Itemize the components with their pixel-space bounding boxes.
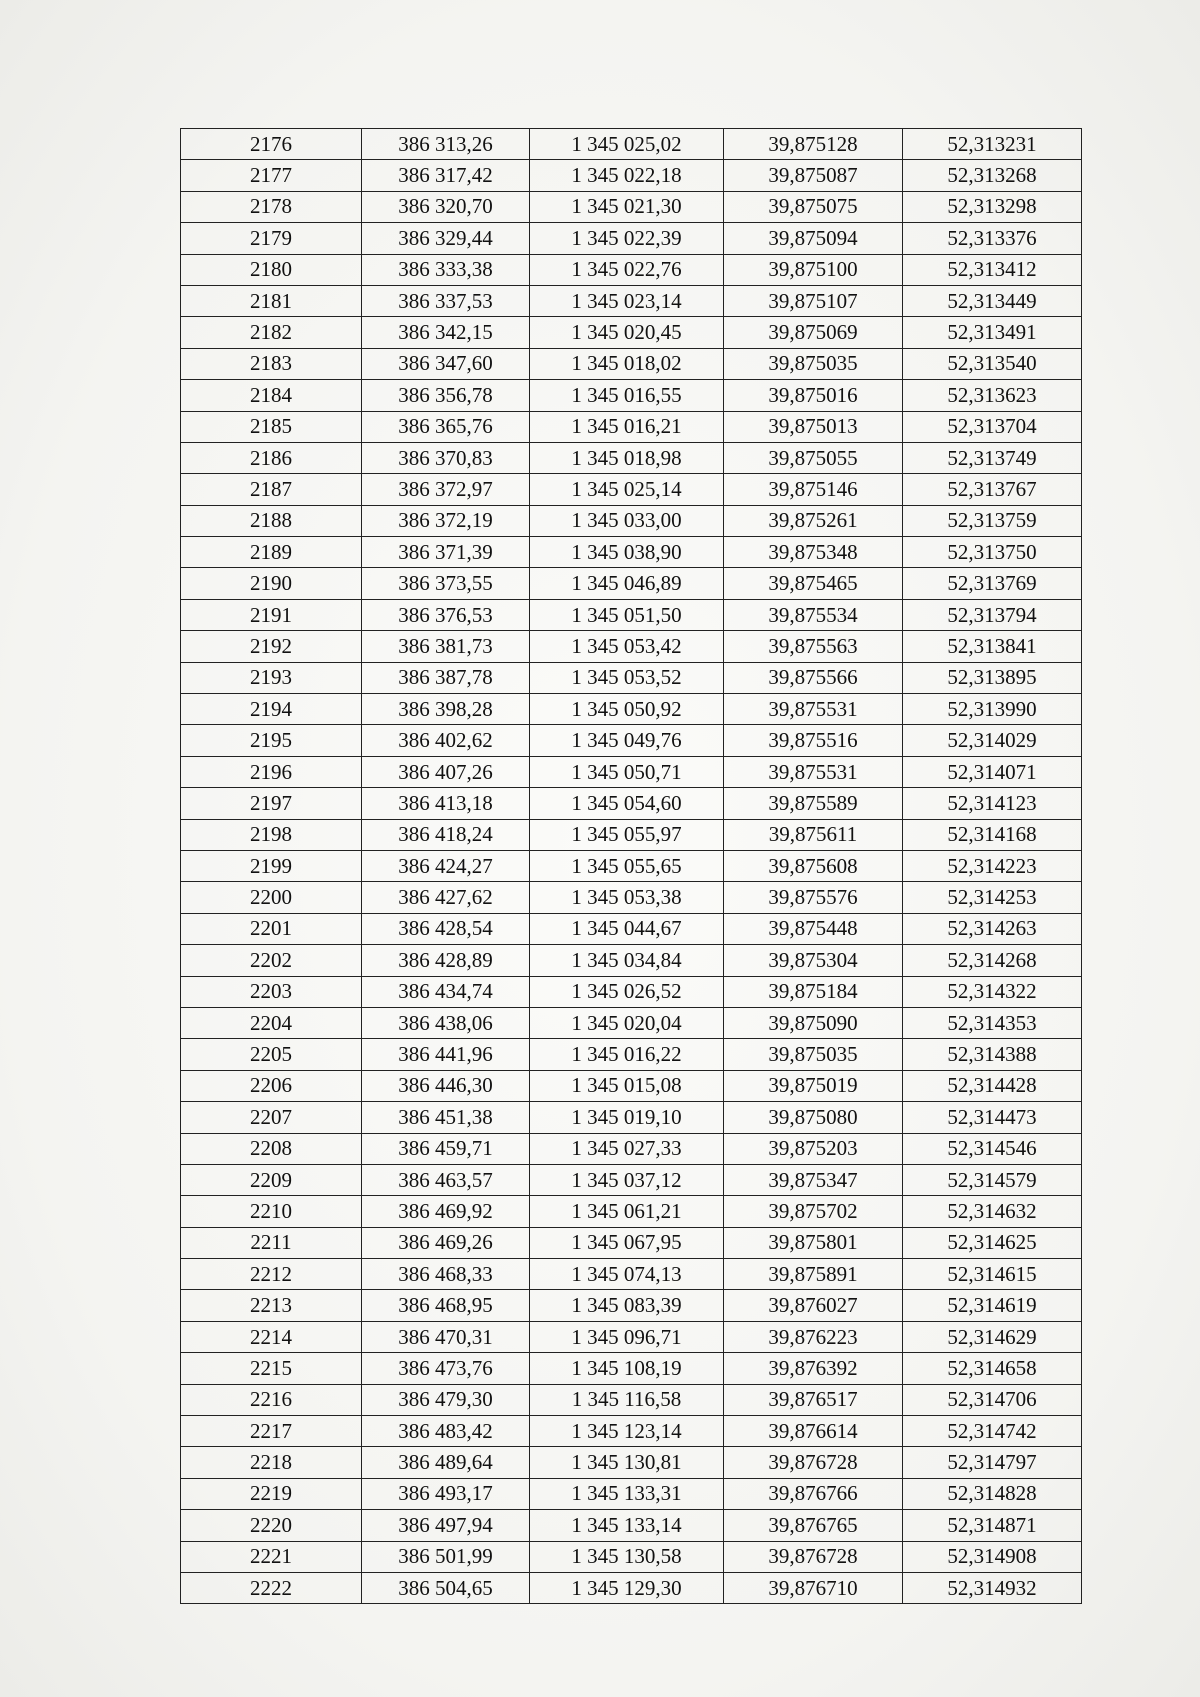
y-coordinate-cell: 1 345 053,42 xyxy=(530,631,724,662)
coordinates-table xyxy=(180,128,1082,1604)
point-number-cell: 2222 xyxy=(181,1572,362,1603)
y-coordinate-cell: 1 345 050,71 xyxy=(530,756,724,787)
latitude-cell: 52,314253 xyxy=(903,882,1082,913)
table-row xyxy=(181,1353,1082,1384)
table-row xyxy=(181,348,1082,379)
point-number-cell: 2203 xyxy=(181,976,362,1007)
longitude-cell: 39,875801 xyxy=(724,1227,903,1258)
table-row xyxy=(181,1227,1082,1258)
longitude-cell: 39,875611 xyxy=(724,819,903,850)
y-coordinate-cell: 1 345 027,33 xyxy=(530,1133,724,1164)
x-coordinate-cell: 386 317,42 xyxy=(362,160,530,191)
longitude-cell: 39,875016 xyxy=(724,380,903,411)
x-coordinate-cell: 386 489,64 xyxy=(362,1447,530,1478)
latitude-cell: 52,313298 xyxy=(903,191,1082,222)
x-coordinate-cell: 386 473,76 xyxy=(362,1353,530,1384)
y-coordinate-cell: 1 345 016,55 xyxy=(530,380,724,411)
y-coordinate-cell: 1 345 020,45 xyxy=(530,317,724,348)
latitude-cell: 52,314223 xyxy=(903,850,1082,881)
x-coordinate-cell: 386 370,83 xyxy=(362,442,530,473)
latitude-cell: 52,313704 xyxy=(903,411,1082,442)
latitude-cell: 52,313231 xyxy=(903,129,1082,160)
point-number-cell: 2194 xyxy=(181,694,362,725)
latitude-cell: 52,313990 xyxy=(903,694,1082,725)
table-row xyxy=(181,694,1082,725)
longitude-cell: 39,875035 xyxy=(724,1039,903,1070)
longitude-cell: 39,875069 xyxy=(724,317,903,348)
x-coordinate-cell: 386 501,99 xyxy=(362,1541,530,1572)
point-number-cell: 2204 xyxy=(181,1007,362,1038)
y-coordinate-cell: 1 345 054,60 xyxy=(530,788,724,819)
table-row xyxy=(181,599,1082,630)
point-number-cell: 2220 xyxy=(181,1510,362,1541)
x-coordinate-cell: 386 398,28 xyxy=(362,694,530,725)
longitude-cell: 39,876614 xyxy=(724,1416,903,1447)
longitude-cell: 39,875531 xyxy=(724,756,903,787)
y-coordinate-cell: 1 345 067,95 xyxy=(530,1227,724,1258)
latitude-cell: 52,313623 xyxy=(903,380,1082,411)
table-row xyxy=(181,380,1082,411)
point-number-cell: 2213 xyxy=(181,1290,362,1321)
longitude-cell: 39,875516 xyxy=(724,725,903,756)
latitude-cell: 52,313895 xyxy=(903,662,1082,693)
table-row xyxy=(181,1541,1082,1572)
x-coordinate-cell: 386 387,78 xyxy=(362,662,530,693)
latitude-cell: 52,314706 xyxy=(903,1384,1082,1415)
latitude-cell: 52,314932 xyxy=(903,1572,1082,1603)
y-coordinate-cell: 1 345 016,21 xyxy=(530,411,724,442)
y-coordinate-cell: 1 345 055,65 xyxy=(530,850,724,881)
latitude-cell: 52,314473 xyxy=(903,1102,1082,1133)
longitude-cell: 39,876392 xyxy=(724,1353,903,1384)
point-number-cell: 2183 xyxy=(181,348,362,379)
longitude-cell: 39,875448 xyxy=(724,913,903,944)
y-coordinate-cell: 1 345 130,81 xyxy=(530,1447,724,1478)
longitude-cell: 39,875080 xyxy=(724,1102,903,1133)
longitude-cell: 39,876027 xyxy=(724,1290,903,1321)
latitude-cell: 52,313759 xyxy=(903,505,1082,536)
y-coordinate-cell: 1 345 108,19 xyxy=(530,1353,724,1384)
table-row xyxy=(181,976,1082,1007)
y-coordinate-cell: 1 345 083,39 xyxy=(530,1290,724,1321)
x-coordinate-cell: 386 434,74 xyxy=(362,976,530,1007)
y-coordinate-cell: 1 345 053,38 xyxy=(530,882,724,913)
y-coordinate-cell: 1 345 025,14 xyxy=(530,474,724,505)
point-number-cell: 2202 xyxy=(181,945,362,976)
y-coordinate-cell: 1 345 123,14 xyxy=(530,1416,724,1447)
latitude-cell: 52,314619 xyxy=(903,1290,1082,1321)
longitude-cell: 39,875128 xyxy=(724,129,903,160)
y-coordinate-cell: 1 345 050,92 xyxy=(530,694,724,725)
table-row xyxy=(181,129,1082,160)
latitude-cell: 52,314658 xyxy=(903,1353,1082,1384)
x-coordinate-cell: 386 470,31 xyxy=(362,1321,530,1352)
x-coordinate-cell: 386 497,94 xyxy=(362,1510,530,1541)
x-coordinate-cell: 386 428,89 xyxy=(362,945,530,976)
y-coordinate-cell: 1 345 049,76 xyxy=(530,725,724,756)
latitude-cell: 52,313376 xyxy=(903,223,1082,254)
latitude-cell: 52,314629 xyxy=(903,1321,1082,1352)
x-coordinate-cell: 386 459,71 xyxy=(362,1133,530,1164)
y-coordinate-cell: 1 345 053,52 xyxy=(530,662,724,693)
longitude-cell: 39,875589 xyxy=(724,788,903,819)
point-number-cell: 2190 xyxy=(181,568,362,599)
latitude-cell: 52,313449 xyxy=(903,285,1082,316)
y-coordinate-cell: 1 345 020,04 xyxy=(530,1007,724,1038)
point-number-cell: 2209 xyxy=(181,1164,362,1195)
point-number-cell: 2206 xyxy=(181,1070,362,1101)
point-number-cell: 2186 xyxy=(181,442,362,473)
latitude-cell: 52,313841 xyxy=(903,631,1082,662)
x-coordinate-cell: 386 469,26 xyxy=(362,1227,530,1258)
x-coordinate-cell: 386 446,30 xyxy=(362,1070,530,1101)
y-coordinate-cell: 1 345 055,97 xyxy=(530,819,724,850)
latitude-cell: 52,313540 xyxy=(903,348,1082,379)
y-coordinate-cell: 1 345 015,08 xyxy=(530,1070,724,1101)
point-number-cell: 2216 xyxy=(181,1384,362,1415)
table-row xyxy=(181,1290,1082,1321)
longitude-cell: 39,876728 xyxy=(724,1447,903,1478)
y-coordinate-cell: 1 345 022,18 xyxy=(530,160,724,191)
point-number-cell: 2178 xyxy=(181,191,362,222)
longitude-cell: 39,875261 xyxy=(724,505,903,536)
table-row xyxy=(181,1039,1082,1070)
table-row xyxy=(181,850,1082,881)
latitude-cell: 52,314071 xyxy=(903,756,1082,787)
table-row xyxy=(181,1384,1082,1415)
table-row xyxy=(181,474,1082,505)
latitude-cell: 52,314428 xyxy=(903,1070,1082,1101)
point-number-cell: 2221 xyxy=(181,1541,362,1572)
latitude-cell: 52,313268 xyxy=(903,160,1082,191)
table-row xyxy=(181,913,1082,944)
point-number-cell: 2196 xyxy=(181,756,362,787)
point-number-cell: 2201 xyxy=(181,913,362,944)
longitude-cell: 39,875347 xyxy=(724,1164,903,1195)
point-number-cell: 2182 xyxy=(181,317,362,348)
latitude-cell: 52,314268 xyxy=(903,945,1082,976)
x-coordinate-cell: 386 504,65 xyxy=(362,1572,530,1603)
table-body xyxy=(181,129,1082,1604)
table-row xyxy=(181,505,1082,536)
longitude-cell: 39,876223 xyxy=(724,1321,903,1352)
latitude-cell: 52,313412 xyxy=(903,254,1082,285)
y-coordinate-cell: 1 345 044,67 xyxy=(530,913,724,944)
longitude-cell: 39,875075 xyxy=(724,191,903,222)
y-coordinate-cell: 1 345 019,10 xyxy=(530,1102,724,1133)
table-row xyxy=(181,756,1082,787)
table-row xyxy=(181,631,1082,662)
latitude-cell: 52,314615 xyxy=(903,1259,1082,1290)
y-coordinate-cell: 1 345 133,31 xyxy=(530,1478,724,1509)
table-row xyxy=(181,1259,1082,1290)
x-coordinate-cell: 386 356,78 xyxy=(362,380,530,411)
table-row xyxy=(181,223,1082,254)
table-row xyxy=(181,1164,1082,1195)
x-coordinate-cell: 386 413,18 xyxy=(362,788,530,819)
table-row xyxy=(181,1321,1082,1352)
latitude-cell: 52,314263 xyxy=(903,913,1082,944)
longitude-cell: 39,875563 xyxy=(724,631,903,662)
x-coordinate-cell: 386 418,24 xyxy=(362,819,530,850)
table-row xyxy=(181,442,1082,473)
point-number-cell: 2184 xyxy=(181,380,362,411)
y-coordinate-cell: 1 345 016,22 xyxy=(530,1039,724,1070)
latitude-cell: 52,314388 xyxy=(903,1039,1082,1070)
table-row xyxy=(181,725,1082,756)
y-coordinate-cell: 1 345 046,89 xyxy=(530,568,724,599)
table-row xyxy=(181,1447,1082,1478)
longitude-cell: 39,875087 xyxy=(724,160,903,191)
point-number-cell: 2191 xyxy=(181,599,362,630)
y-coordinate-cell: 1 345 129,30 xyxy=(530,1572,724,1603)
latitude-cell: 52,314742 xyxy=(903,1416,1082,1447)
x-coordinate-cell: 386 320,70 xyxy=(362,191,530,222)
x-coordinate-cell: 386 333,38 xyxy=(362,254,530,285)
longitude-cell: 39,875100 xyxy=(724,254,903,285)
y-coordinate-cell: 1 345 034,84 xyxy=(530,945,724,976)
longitude-cell: 39,875055 xyxy=(724,442,903,473)
longitude-cell: 39,875203 xyxy=(724,1133,903,1164)
longitude-cell: 39,875184 xyxy=(724,976,903,1007)
x-coordinate-cell: 386 402,62 xyxy=(362,725,530,756)
table-row xyxy=(181,1102,1082,1133)
x-coordinate-cell: 386 451,38 xyxy=(362,1102,530,1133)
y-coordinate-cell: 1 345 061,21 xyxy=(530,1196,724,1227)
point-number-cell: 2218 xyxy=(181,1447,362,1478)
x-coordinate-cell: 386 463,57 xyxy=(362,1164,530,1195)
latitude-cell: 52,313767 xyxy=(903,474,1082,505)
longitude-cell: 39,875531 xyxy=(724,694,903,725)
table-row xyxy=(181,537,1082,568)
longitude-cell: 39,875304 xyxy=(724,945,903,976)
x-coordinate-cell: 386 372,19 xyxy=(362,505,530,536)
table-row xyxy=(181,1416,1082,1447)
table-row xyxy=(181,1478,1082,1509)
longitude-cell: 39,875348 xyxy=(724,537,903,568)
x-coordinate-cell: 386 313,26 xyxy=(362,129,530,160)
point-number-cell: 2214 xyxy=(181,1321,362,1352)
longitude-cell: 39,875013 xyxy=(724,411,903,442)
table-row xyxy=(181,1196,1082,1227)
x-coordinate-cell: 386 365,76 xyxy=(362,411,530,442)
x-coordinate-cell: 386 342,15 xyxy=(362,317,530,348)
point-number-cell: 2207 xyxy=(181,1102,362,1133)
y-coordinate-cell: 1 345 018,98 xyxy=(530,442,724,473)
latitude-cell: 52,314797 xyxy=(903,1447,1082,1478)
y-coordinate-cell: 1 345 096,71 xyxy=(530,1321,724,1352)
longitude-cell: 39,875107 xyxy=(724,285,903,316)
table-row xyxy=(181,1510,1082,1541)
x-coordinate-cell: 386 424,27 xyxy=(362,850,530,881)
y-coordinate-cell: 1 345 133,14 xyxy=(530,1510,724,1541)
latitude-cell: 52,314168 xyxy=(903,819,1082,850)
x-coordinate-cell: 386 329,44 xyxy=(362,223,530,254)
longitude-cell: 39,875146 xyxy=(724,474,903,505)
point-number-cell: 2205 xyxy=(181,1039,362,1070)
point-number-cell: 2212 xyxy=(181,1259,362,1290)
latitude-cell: 52,313491 xyxy=(903,317,1082,348)
point-number-cell: 2177 xyxy=(181,160,362,191)
x-coordinate-cell: 386 441,96 xyxy=(362,1039,530,1070)
table-row xyxy=(181,1572,1082,1603)
x-coordinate-cell: 386 479,30 xyxy=(362,1384,530,1415)
latitude-cell: 52,314546 xyxy=(903,1133,1082,1164)
x-coordinate-cell: 386 373,55 xyxy=(362,568,530,599)
point-number-cell: 2208 xyxy=(181,1133,362,1164)
latitude-cell: 52,314322 xyxy=(903,976,1082,1007)
latitude-cell: 52,314123 xyxy=(903,788,1082,819)
y-coordinate-cell: 1 345 074,13 xyxy=(530,1259,724,1290)
point-number-cell: 2200 xyxy=(181,882,362,913)
longitude-cell: 39,875566 xyxy=(724,662,903,693)
x-coordinate-cell: 386 376,53 xyxy=(362,599,530,630)
point-number-cell: 2210 xyxy=(181,1196,362,1227)
x-coordinate-cell: 386 381,73 xyxy=(362,631,530,662)
longitude-cell: 39,875891 xyxy=(724,1259,903,1290)
x-coordinate-cell: 386 372,97 xyxy=(362,474,530,505)
point-number-cell: 2198 xyxy=(181,819,362,850)
table-row xyxy=(181,1007,1082,1038)
latitude-cell: 52,314029 xyxy=(903,725,1082,756)
x-coordinate-cell: 386 337,53 xyxy=(362,285,530,316)
x-coordinate-cell: 386 427,62 xyxy=(362,882,530,913)
latitude-cell: 52,314908 xyxy=(903,1541,1082,1572)
latitude-cell: 52,314579 xyxy=(903,1164,1082,1195)
y-coordinate-cell: 1 345 026,52 xyxy=(530,976,724,1007)
table-row xyxy=(181,945,1082,976)
latitude-cell: 52,313769 xyxy=(903,568,1082,599)
longitude-cell: 39,875465 xyxy=(724,568,903,599)
longitude-cell: 39,876710 xyxy=(724,1572,903,1603)
longitude-cell: 39,875534 xyxy=(724,599,903,630)
point-number-cell: 2189 xyxy=(181,537,362,568)
y-coordinate-cell: 1 345 051,50 xyxy=(530,599,724,630)
y-coordinate-cell: 1 345 023,14 xyxy=(530,285,724,316)
latitude-cell: 52,314625 xyxy=(903,1227,1082,1258)
y-coordinate-cell: 1 345 025,02 xyxy=(530,129,724,160)
table-row xyxy=(181,819,1082,850)
x-coordinate-cell: 386 483,42 xyxy=(362,1416,530,1447)
latitude-cell: 52,314632 xyxy=(903,1196,1082,1227)
point-number-cell: 2215 xyxy=(181,1353,362,1384)
table-row xyxy=(181,788,1082,819)
point-number-cell: 2187 xyxy=(181,474,362,505)
x-coordinate-cell: 386 428,54 xyxy=(362,913,530,944)
latitude-cell: 52,313794 xyxy=(903,599,1082,630)
table-row xyxy=(181,317,1082,348)
table-row xyxy=(181,662,1082,693)
point-number-cell: 2192 xyxy=(181,631,362,662)
y-coordinate-cell: 1 345 130,58 xyxy=(530,1541,724,1572)
point-number-cell: 2199 xyxy=(181,850,362,881)
x-coordinate-cell: 386 407,26 xyxy=(362,756,530,787)
longitude-cell: 39,876728 xyxy=(724,1541,903,1572)
y-coordinate-cell: 1 345 033,00 xyxy=(530,505,724,536)
table-row xyxy=(181,1070,1082,1101)
y-coordinate-cell: 1 345 021,30 xyxy=(530,191,724,222)
table-row xyxy=(181,568,1082,599)
x-coordinate-cell: 386 468,33 xyxy=(362,1259,530,1290)
point-number-cell: 2181 xyxy=(181,285,362,316)
longitude-cell: 39,875090 xyxy=(724,1007,903,1038)
longitude-cell: 39,876517 xyxy=(724,1384,903,1415)
point-number-cell: 2185 xyxy=(181,411,362,442)
point-number-cell: 2179 xyxy=(181,223,362,254)
y-coordinate-cell: 1 345 022,76 xyxy=(530,254,724,285)
latitude-cell: 52,314871 xyxy=(903,1510,1082,1541)
x-coordinate-cell: 386 493,17 xyxy=(362,1478,530,1509)
longitude-cell: 39,876766 xyxy=(724,1478,903,1509)
latitude-cell: 52,314353 xyxy=(903,1007,1082,1038)
point-number-cell: 2217 xyxy=(181,1416,362,1447)
x-coordinate-cell: 386 347,60 xyxy=(362,348,530,379)
point-number-cell: 2176 xyxy=(181,129,362,160)
longitude-cell: 39,876765 xyxy=(724,1510,903,1541)
table-row xyxy=(181,411,1082,442)
longitude-cell: 39,875035 xyxy=(724,348,903,379)
y-coordinate-cell: 1 345 037,12 xyxy=(530,1164,724,1195)
y-coordinate-cell: 1 345 038,90 xyxy=(530,537,724,568)
table-row xyxy=(181,191,1082,222)
x-coordinate-cell: 386 468,95 xyxy=(362,1290,530,1321)
point-number-cell: 2197 xyxy=(181,788,362,819)
x-coordinate-cell: 386 438,06 xyxy=(362,1007,530,1038)
table-row xyxy=(181,882,1082,913)
x-coordinate-cell: 386 469,92 xyxy=(362,1196,530,1227)
point-number-cell: 2188 xyxy=(181,505,362,536)
table-row xyxy=(181,160,1082,191)
table-row xyxy=(181,285,1082,316)
point-number-cell: 2193 xyxy=(181,662,362,693)
y-coordinate-cell: 1 345 018,02 xyxy=(530,348,724,379)
x-coordinate-cell: 386 371,39 xyxy=(362,537,530,568)
y-coordinate-cell: 1 345 022,39 xyxy=(530,223,724,254)
latitude-cell: 52,314828 xyxy=(903,1478,1082,1509)
table-row xyxy=(181,1133,1082,1164)
point-number-cell: 2211 xyxy=(181,1227,362,1258)
point-number-cell: 2219 xyxy=(181,1478,362,1509)
longitude-cell: 39,875094 xyxy=(724,223,903,254)
longitude-cell: 39,875702 xyxy=(724,1196,903,1227)
point-number-cell: 2195 xyxy=(181,725,362,756)
y-coordinate-cell: 1 345 116,58 xyxy=(530,1384,724,1415)
latitude-cell: 52,313749 xyxy=(903,442,1082,473)
longitude-cell: 39,875576 xyxy=(724,882,903,913)
table-row xyxy=(181,254,1082,285)
longitude-cell: 39,875019 xyxy=(724,1070,903,1101)
latitude-cell: 52,313750 xyxy=(903,537,1082,568)
longitude-cell: 39,875608 xyxy=(724,850,903,881)
point-number-cell: 2180 xyxy=(181,254,362,285)
